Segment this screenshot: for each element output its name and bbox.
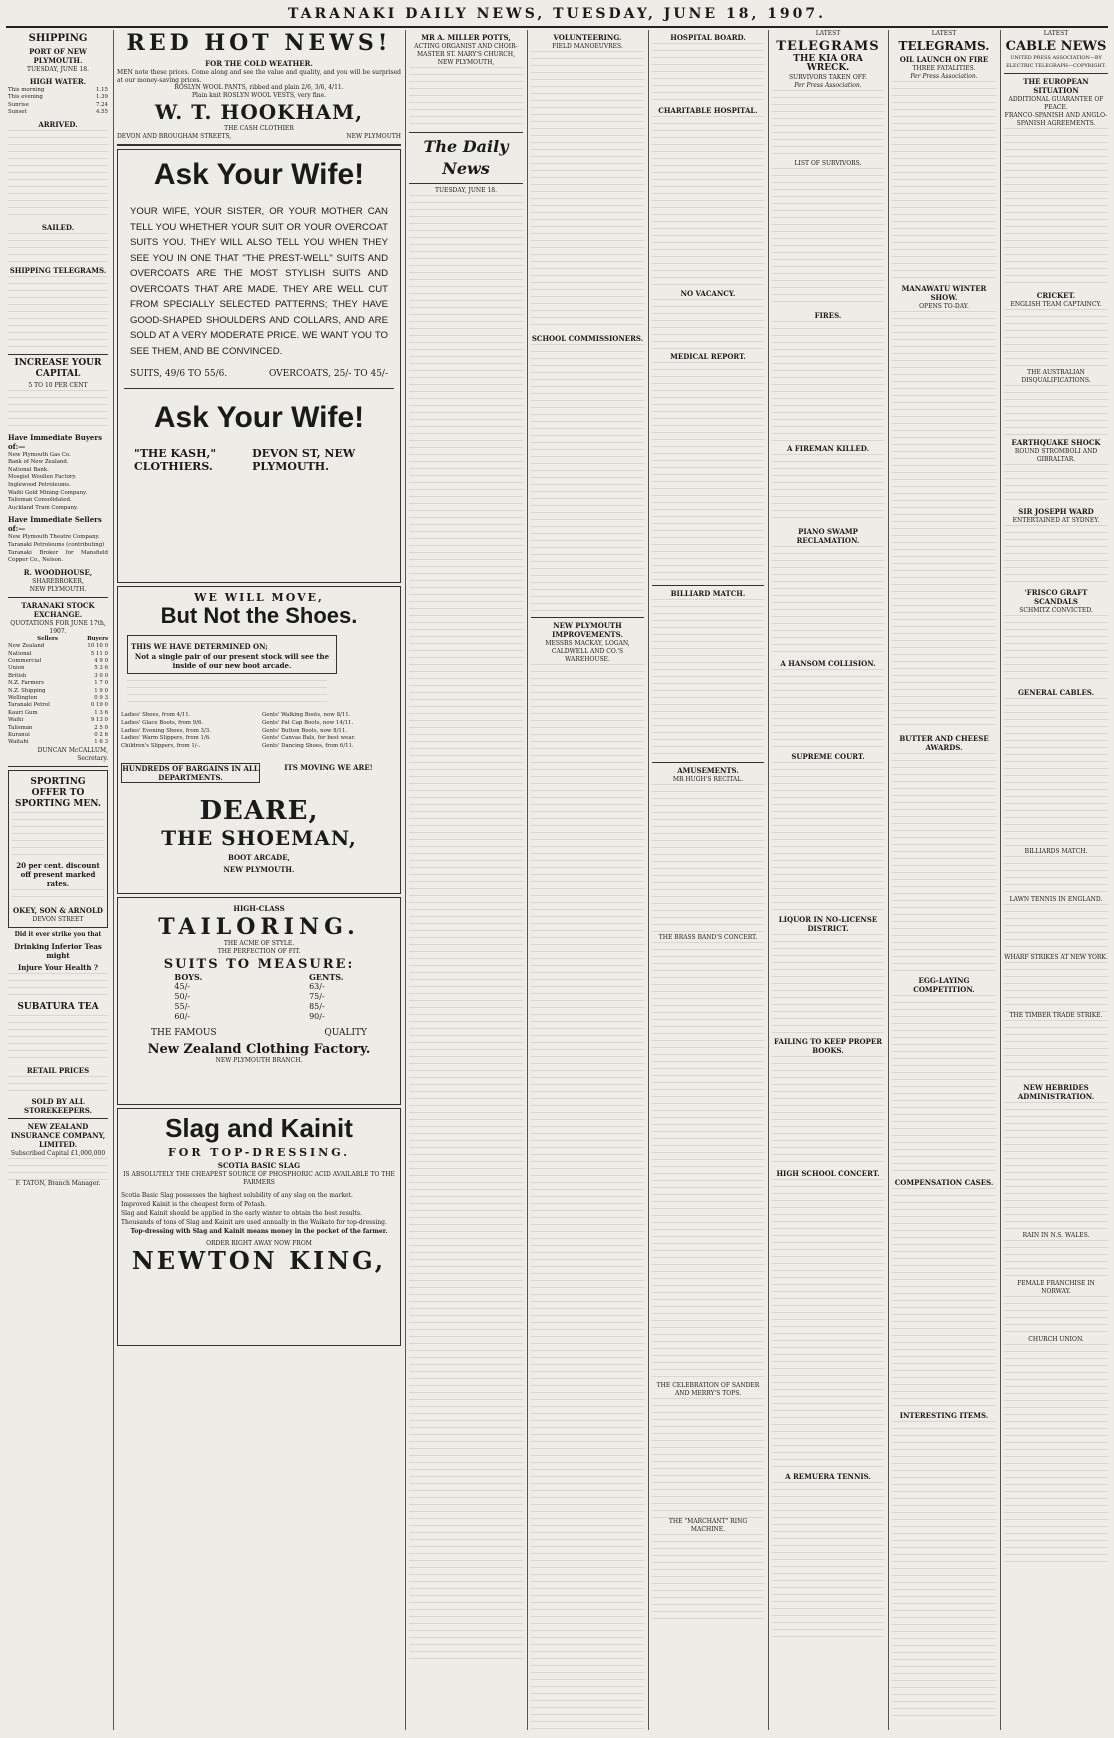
boys-price: 45/- — [174, 982, 190, 992]
slag-para-5: Top-dressing with Slag and Kainit means money in the pocket of the farmer. — [130, 1228, 388, 1236]
column-telegrams-2: LATEST TELEGRAMS. OIL LAUNCH ON FIRE THREE FATALITIES. Per Press Association. MANAWATU WINTER SHOW. OPENS TO-DAY. BUTTER AND CHEESE AWARDS. EGG-LAYING COMPETITION. COMPENSATION CASES. INTERESTING ITEMS. — [892, 30, 996, 1730]
seller-item: New Plymouth Theatre Company. — [8, 534, 100, 541]
column-rule — [888, 30, 889, 1730]
cricket-heading: CRICKET. — [1036, 291, 1076, 300]
failing-heading: FAILING TO KEEP PROPER BOOKS. — [773, 1037, 883, 1055]
tide-row: Sunset 4.55 — [8, 109, 108, 116]
tide-row: This evening 1.39 — [8, 94, 108, 101]
ladies-bargain-item: Ladies' Shoes, from 4/11. — [121, 712, 191, 719]
gents-price: 75/- — [309, 992, 325, 1002]
frisco-heading: 'FRISCO GRAFT SCANDALS — [1024, 588, 1088, 606]
franco-heading: FRANCO-SPANISH AND ANGLO-SPANISH AGREEMENTS. — [1004, 112, 1108, 127]
drink-sub: Injure Your Health ? — [18, 962, 98, 972]
hookham-role: THE CASH CLOTHIER — [224, 125, 294, 133]
ladies-bargain-item: Ladies' Warm Slippers, from 1/6. — [121, 735, 211, 742]
column-rule — [768, 30, 769, 1730]
stock-row: Wellington 0 9 3 — [8, 695, 108, 701]
stromboli-heading: ROUND STROMBOLI AND GIBRALTAR. — [1014, 448, 1098, 463]
stock-row: New Zealand 10 10 0 — [8, 643, 108, 650]
charitable-heading: CHARITABLE HOSPITAL. — [658, 106, 758, 115]
factory-name: New Zealand Clothing Factory. — [147, 1042, 371, 1058]
boot-arcade: BOOT ARCADE, — [228, 853, 290, 863]
editorial-date: TUESDAY, JUNE 18. — [435, 187, 497, 194]
boys-price: 50/- — [174, 992, 190, 1002]
gents-bargain-item: Gents' Walking Boots, now 8/11. — [262, 712, 351, 719]
red-hot-news-text: MEN note these prices. Come along and see the value and quality, and you will be surprised at our money-saving prices. — [117, 69, 401, 84]
hebrides-heading: NEW HEBRIDES ADMINISTRATION. — [1017, 1083, 1095, 1101]
shoeman-title: THE SHOEMAN, — [161, 826, 357, 851]
stock-signature: DUNCAN McCALLUM, Secretary. — [37, 746, 108, 762]
captaincy-heading: ENGLISH TEAM CAPTAINCY. — [1010, 301, 1102, 308]
stock-row: N.Z. Farmers 1 7 0 — [8, 680, 108, 687]
opens-heading: OPENS TO-DAY. — [919, 303, 969, 310]
increase-capital-sub: 5 TO 10 PER CENT — [28, 381, 88, 389]
telegrams-title: TELEGRAMS — [776, 39, 880, 54]
united-press: UNITED PRESS ASSOCIATION—BY ELECTRIC TELEGRAPH—COPYRIGHT. — [1006, 55, 1106, 69]
buyer-item: Bank of New Zealand. — [8, 459, 69, 466]
gents-bargain-item: Gents' Dancing Shoes, from 6/11. — [262, 742, 354, 749]
shipping-title: SHIPPING — [28, 33, 88, 44]
fatalities-heading: THREE FATALITIES. — [912, 65, 976, 72]
move-subtitle: But Not the Shoes. — [160, 603, 358, 629]
butter-heading: BUTTER AND CHEESE AWARDS. — [899, 734, 989, 752]
stock-row: Waitahi 1 6 3 — [8, 739, 108, 746]
survivors-heading: SURVIVORS TAKEN OFF. — [788, 74, 868, 81]
sailed-text — [8, 233, 108, 263]
moving-heading: ITS MOVING WE ARE! — [284, 763, 373, 773]
survivors-list-heading: LIST OF SURVIVORS. — [794, 160, 862, 167]
scotia-title: SCOTIA BASIC SLAG — [217, 1161, 301, 1171]
column-adverts — [117, 30, 401, 1730]
seller-item: Taranaki Petroleums (contributing) — [8, 541, 105, 548]
tailoring-pre: HIGH-CLASS — [233, 904, 285, 914]
buyer-item: New Plymouth Gas Co. — [8, 451, 71, 458]
gents-price: 90/- — [309, 1012, 325, 1022]
telegrams-title-2: TELEGRAMS. — [898, 39, 990, 53]
tide-row: This morning 1.15 — [8, 87, 108, 93]
improvements-sub: MESSRS MACKAY, LOGAN, CALDWELL AND CO.'S WAREHOUSE. — [545, 640, 630, 663]
column-hospital — [652, 30, 764, 1730]
order-text: ORDER RIGHT AWAY NOW FROM — [206, 1240, 312, 1248]
compensation-heading: COMPENSATION CASES. — [894, 1178, 994, 1187]
red-hot-news-line3: Plain knit ROSLYN WOOL VESTS, very fine. — [191, 91, 327, 99]
newton-king: NEWTON KING, — [131, 1246, 387, 1276]
port-title: PORT OF NEW PLYMOUTH. — [29, 47, 87, 65]
tailoring-sub1: THE ACME OF STYLE. — [223, 940, 295, 948]
kash-name: "THE KASH," CLOTHIERS. — [134, 447, 217, 474]
latest-label: LATEST — [815, 30, 841, 37]
slag-para-3: Slag and Kainit should be applied in the early winter to obtain the best results. — [121, 1210, 362, 1218]
ask-your-wife-title-2: Ask Your Wife! — [153, 401, 365, 435]
timber-heading: THE TIMBER TRADE STRIKE. — [1009, 1012, 1103, 1019]
hookham-address: DEVON AND BROUGHAM STREETS, NEW PLYMOUTH — [117, 133, 401, 141]
australian-heading: THE AUSTRALIAN DISQUALIFICATIONS. — [1021, 369, 1091, 384]
masthead-rule — [6, 26, 1108, 28]
buyer-item: National Bank. — [8, 466, 49, 473]
ladies-bargain-item: Children's Slippers, from 1/-. — [121, 742, 201, 749]
interesting-heading: INTERESTING ITEMS. — [899, 1411, 989, 1420]
insurance-title: NEW ZEALAND INSURANCE COMPANY, LIMITED. — [10, 1121, 106, 1149]
remuera-heading: A REMUERA TENNIS. — [785, 1472, 871, 1481]
stock-table-header: Sellers Buyers — [37, 635, 108, 642]
hospital-heading: HOSPITAL BOARD. — [670, 33, 746, 42]
potts-sub: ACTING ORGANIST AND CHOIR-MASTER ST. MARY'S CHURCH, NEW PLYMOUTH, — [414, 43, 518, 66]
ladies-bargains — [121, 712, 256, 750]
okey-name: OKEY, SON & ARNOLD — [13, 905, 103, 915]
column-cable-news — [1004, 30, 1108, 1730]
column-rule — [1000, 30, 1001, 1730]
buyers-heading: Have Immediate Buyers of:— — [8, 432, 103, 451]
column-rule — [527, 30, 528, 1730]
scotia-sub: IS ABSOLUTELY THE CHEAPEST SOURCE OF PHOSPHORIC ACID AVAILABLE TO THE FARMERS — [123, 1171, 395, 1187]
latest-label-3: LATEST — [1043, 30, 1069, 37]
liquor-heading: LIQUOR IN NO-LICENSE DISTRICT. — [778, 915, 878, 933]
stock-row: Talisman 2 5 0 — [8, 724, 108, 731]
gents-bargain-item: Gents' Pat Cap Boots, now 14/11. — [262, 719, 354, 726]
ladies-bargain-item: Ladies' Glace Boots, from 9/6. — [121, 719, 204, 726]
oil-launch-heading: OIL LAUNCH ON FIRE — [899, 55, 989, 64]
general-cables-heading: GENERAL CABLES. — [1017, 688, 1095, 697]
shipping-telegrams-text — [8, 276, 108, 351]
broker-name: R. WOODHOUSE, — [23, 567, 93, 577]
retail-heading: RETAIL PRICES — [26, 1065, 90, 1075]
stock-exchange-heading: TARANAKI STOCK EXCHANGE. — [21, 600, 95, 619]
masthead: TARANAKI DAILY NEWS, TUESDAY, JUNE 18, 1907. — [287, 6, 827, 22]
column-editorial — [409, 30, 523, 1730]
volunteering-heading: VOLUNTEERING. — [553, 33, 622, 42]
marking-heading: THE "MARCHANT" RING MACHINE. — [668, 1518, 748, 1533]
increase-capital-title: INCREASE YOUR CAPITAL — [14, 357, 102, 379]
gents-bargains — [262, 712, 397, 750]
sporting-discount: 20 per cent. discount off present marked rates. — [16, 860, 100, 888]
quotations-heading: QUOTATIONS FOR JUNE 17th, 1907. — [10, 619, 106, 635]
boot-arcade-advert — [117, 586, 401, 894]
european-sub: ADDITIONAL GUARANTEE OF PEACE. — [1008, 96, 1104, 111]
hookham-name: W. T. HOOKHAM, — [154, 100, 364, 125]
tides-table — [8, 87, 108, 117]
suit-prices: SUITS, 49/6 TO 55/6. OVERCOATS, 25/- TO 45/- — [130, 369, 388, 380]
buyer-item: Talisman Consolidated. — [8, 497, 72, 504]
move-title: WE WILL MOVE, — [194, 591, 324, 605]
volunteering-sub: FIELD MANOEUVRES. — [552, 43, 623, 50]
boys-price: 60/- — [174, 1012, 190, 1022]
latest-label-2: LATEST — [931, 30, 957, 37]
wharf-heading: WHARF STRIKES AT NEW YORK. — [1004, 954, 1108, 961]
column-volunteering — [531, 30, 644, 1730]
egg-heading: EGG-LAYING COMPETITION. — [913, 976, 975, 994]
stock-row: N.Z. Shipping 1 9 0 — [8, 687, 108, 694]
ask-your-wife-title: Ask Your Wife! — [153, 158, 365, 192]
stock-row: National 5 11 0 — [8, 650, 108, 657]
celebration-heading: THE CELEBRATION OF SANDER AND MERRY'S TOPS. — [656, 1382, 760, 1397]
gents-price: 85/- — [309, 1002, 325, 1012]
stock-row: Commercial 4 9 0 — [8, 657, 108, 664]
billiard-heading: BILLIARD MATCH. — [670, 589, 746, 598]
church-union-heading: CHURCH UNION. — [1028, 1336, 1084, 1343]
school-heading: SCHOOL COMMISSIONERS. — [531, 334, 644, 343]
determined-text: THIS WE HAVE DETERMINED ON; — [131, 642, 268, 652]
not-a-pair-text: Not a single pair of our present stock will see the inside of our new boot arcade. — [134, 652, 330, 671]
high-water-title: HIGH WATER. — [29, 77, 87, 86]
billiards-heading: BILLIARDS MATCH. — [1024, 848, 1088, 855]
piano-heading: PIANO SWAMP RECLAMATION. — [796, 527, 860, 545]
supreme-court-heading: SUPREME COURT. — [791, 752, 865, 761]
buyer-item: Inglewood Petroleums. — [8, 482, 71, 488]
ask-your-wife-text: YOUR WIFE, YOUR SISTER, OR YOUR MOTHER CAN TELL YOU WHETHER YOUR SUIT OR YOUR OVERCOAT SUITS YOU. THEY WILL ALSO TELL YOU WHEN THEY SEE YOU IN ONE THAT "THE PREST-WELL" SUITS AND OVERCOATS ARE THE MOST STYLISH SUITS AND OVERCOATS THAT ARE MADE. THEY ARE WELL CUT FROM SPECIALLY SELECTED PATTERNS; THEY HAVE GOOD-SHAPED SHOULDERS AND COLLARS, AND ARE SOLD AT A VERY MODERATE PRICE. WE WANT YOU TO SEE THEM, AND BE CONVINCED. — [130, 206, 388, 357]
school-concert-heading: HIGH SCHOOL CONCERT. — [776, 1169, 880, 1178]
boys-prices — [174, 982, 202, 1022]
stock-row: Union 5 3 6 — [8, 665, 108, 672]
collision-heading: A HANSOM COLLISION. — [780, 659, 876, 668]
quality-text: QUALITY — [324, 1028, 367, 1039]
concert-heading: THE BRASS BAND'S CONCERT. — [658, 934, 758, 941]
column-rule — [648, 30, 649, 1730]
arrived-heading: ARRIVED. — [38, 119, 78, 129]
broker-role: SHAREBROKER, — [32, 577, 84, 585]
column-rule — [113, 30, 114, 1730]
fires-heading: FIRES. — [814, 311, 842, 320]
drink-title: Drinking Inferior Teas might — [14, 941, 102, 960]
shipping-date: TUESDAY, JUNE 18. — [27, 66, 89, 73]
stock-table — [8, 643, 108, 747]
okey-address: DEVON STREET — [32, 915, 84, 923]
gents-bargain-item: Gents' Button Boots, now 8/11. — [262, 727, 347, 734]
stock-row: Kauri Gum 1 3 6 — [8, 709, 108, 716]
column-shipping — [8, 30, 108, 1730]
drink-question: Did it ever strike you that — [14, 930, 102, 938]
factory-branch: NEW PLYMOUTH BRANCH. — [215, 1057, 303, 1065]
slag-para-2: Improved Kainit is the cheapest form of Potash. — [121, 1201, 267, 1209]
insurance-manager: F. TATON, Branch Manager. — [15, 1179, 101, 1187]
slag-para-4: Thousands of tons of Slag and Kainit are used annually in the Waikato for top-dressing. — [121, 1219, 387, 1227]
deare-name: DEARE, — [199, 796, 319, 827]
amusements-heading: AMUSEMENTS. — [677, 766, 739, 775]
slag-title: Slag and Kainit — [165, 1113, 353, 1144]
famous-text: THE FAMOUS — [151, 1028, 217, 1039]
sellers-heading: Have Immediate Sellers of:— — [8, 515, 102, 534]
boys-price: 55/- — [174, 1002, 190, 1012]
sporting-offer-advert — [8, 770, 108, 928]
red-hot-news-sub: FOR THE COLD WEATHER. — [205, 59, 313, 68]
gents-prices — [309, 982, 343, 1022]
ask-your-wife-advert — [117, 149, 401, 583]
recital-heading: MR HUGH'S RECITAL. — [672, 776, 744, 783]
earthquake-heading: EARTHQUAKE SHOCK — [1011, 438, 1101, 447]
slag-para-1: Scotia Basic Slag possesses the highest solubility of any slag on the market. — [121, 1192, 353, 1200]
bargains-heading: HUNDREDS OF BARGAINS IN ALL DEPARTMENTS. — [122, 764, 259, 783]
column-rule — [405, 30, 406, 1730]
vacancy-heading: NO VACANCY. — [680, 289, 736, 298]
buyer-item: Auckland Tram Company. — [8, 504, 79, 511]
seller-item: Taranaki Broker for Mansfield Copper Co., Nelson. — [8, 549, 108, 564]
tide-row: Sunrise 7.24 — [8, 101, 108, 108]
ward-heading: SIR JOSEPH WARD — [1018, 507, 1094, 516]
gents-bargain-item: Gents' Canvas Bals, for best wear. — [262, 735, 356, 742]
schmitz-heading: SCHMITZ CONVICTED. — [1019, 607, 1093, 614]
slag-advert — [117, 1108, 401, 1346]
red-hot-news-line2: ROSLYN WOOL PANTS, ribbed and plain 2/6, 3/6, 4/11. — [174, 84, 344, 92]
stock-row: British 3 0 0 — [8, 672, 108, 679]
insurance-capital: Subscribed Capital £1,000,000 — [10, 1149, 106, 1157]
buyers-list — [8, 452, 108, 513]
ladies-bargain-item: Ladies' Evening Shoes, from 3/3. — [121, 727, 211, 734]
increase-capital-text — [8, 390, 108, 430]
tailoring-title: TAILORING. — [158, 914, 360, 941]
female-franchise-heading: FEMALE FRANCHISE IN NORWAY. — [1017, 1280, 1095, 1295]
slag-subtitle: FOR TOP-DRESSING. — [167, 1146, 351, 1160]
kash-address: DEVON ST, NEW PLYMOUTH. — [252, 447, 356, 474]
tailoring-advert — [117, 897, 401, 1105]
potts-title: MR A. MILLER POTTS, — [421, 33, 511, 42]
stock-row: Kuranui 0 2 6 — [8, 732, 108, 739]
medical-heading: MEDICAL REPORT. — [670, 352, 746, 361]
improvements-heading: NEW PLYMOUTH IMPROVEMENTS. — [552, 621, 623, 639]
manawatu-heading: MANAWATU WINTER SHOW. — [901, 284, 987, 302]
wreck-heading: THE KIA ORA WRECK. — [793, 54, 863, 73]
deare-town: NEW PLYMOUTH. — [223, 865, 295, 875]
gents-heading: GENTS. — [309, 972, 344, 983]
sellers-list — [8, 534, 108, 564]
arrived-text — [8, 130, 108, 220]
column-telegrams-1: LATEST TELEGRAMS THE KIA ORA WRECK. SURVIVORS TAKEN OFF. Per Press Association. LIST OF SURVIVORS. FIRES. A FIREMAN KILLED. PIANO SWAMP RECLAMATION. A HANSOM COLLISION. SUPREME COURT. LIQUOR IN NO-LICENSE DISTRICT. FAILING TO KEEP PROPER BOOKS. HIGH SCHOOL CONCERT. A REMUERA TENNIS. — [772, 30, 884, 1730]
suits-to-measure: SUITS TO MEASURE: — [163, 957, 355, 973]
buyer-item: Waihi Gold Mining Company. — [8, 489, 88, 496]
nameplate: The Daily News — [423, 137, 509, 178]
sailed-heading: SAILED. — [41, 222, 75, 232]
red-hot-news-title: RED HOT NEWS! — [126, 30, 392, 56]
stock-row: Taranaki Petrol 0 19 0 — [8, 702, 108, 709]
broker-town: NEW PLYMOUTH. — [29, 585, 87, 593]
retail-signature: SOLD BY ALL STOREKEEPERS. — [24, 1096, 92, 1115]
rain-heading: RAIN IN N.S. WALES. — [1022, 1232, 1090, 1239]
buyer-item: Mosgiel Woollen Factory. — [8, 474, 77, 481]
fireman-killed-heading: A FIREMAN KILLED. — [786, 444, 870, 453]
sporting-title: SPORTING OFFER TO SPORTING MEN. — [15, 776, 101, 809]
cable-title: CABLE NEWS — [1005, 39, 1107, 54]
stock-row: Waihi 9 13 0 — [8, 717, 108, 724]
editorial-text — [409, 195, 523, 1665]
gents-price: 63/- — [309, 982, 325, 992]
sporting-text — [12, 812, 104, 858]
boys-heading: BOYS. — [174, 972, 203, 983]
shipping-telegrams-heading: SHIPPING TELEGRAMS. — [9, 265, 107, 275]
lawn-tennis-heading: LAWN TENNIS IN ENGLAND. — [1009, 896, 1103, 903]
subatura-title: SUBATURA TEA — [17, 1001, 99, 1012]
entertained-heading: ENTERTAINED AT SYDNEY. — [1012, 517, 1100, 524]
european-heading: THE EUROPEAN SITUATION — [1023, 77, 1089, 95]
tailoring-sub2: THE PERFECTION OF FIT. — [217, 948, 301, 956]
